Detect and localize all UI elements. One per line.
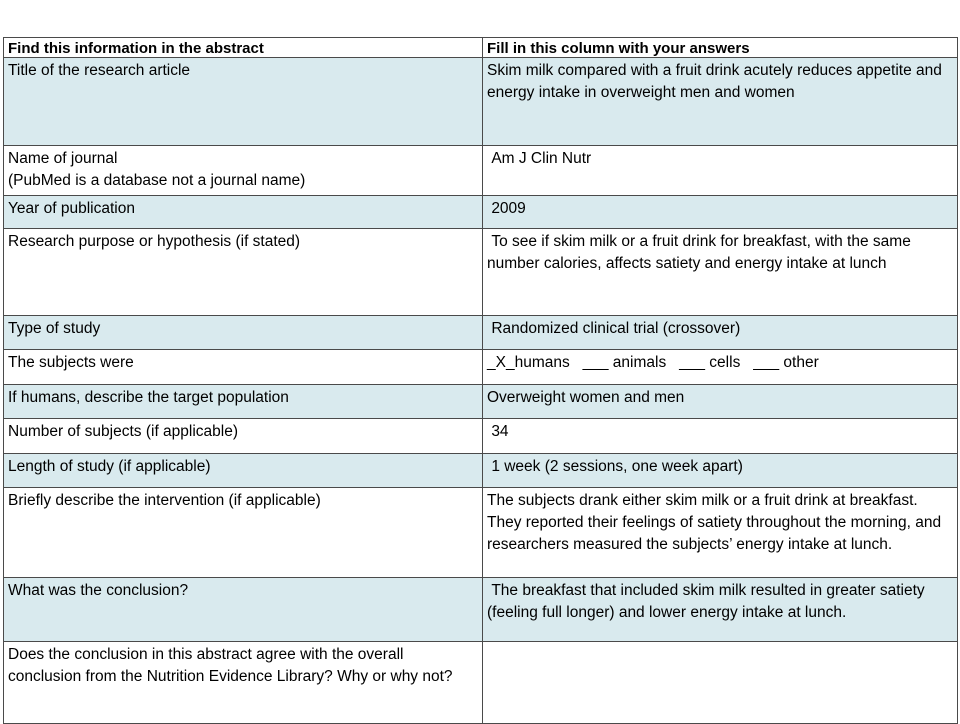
row-question: Title of the research article: [4, 58, 483, 146]
row-question: Does the conclusion in this abstract agree with the overall conclusion from the Nutrition Evidence Library? Why or why not?: [4, 642, 483, 724]
table-row-target-population: [4, 385, 958, 419]
table-row-length-of-study: [4, 454, 958, 488]
row-question: Research purpose or hypothesis (if stated): [4, 229, 483, 316]
row-answer: The subjects drank either skim milk or a fruit drink at breakfast. They reported their feelings of satiety throughout the morning, and researchers measured the subjects’ energy intake at lunch.: [483, 488, 958, 578]
row-answer: Randomized clinical trial (crossover): [483, 316, 958, 350]
table-row-number-of-subjects: [4, 419, 958, 454]
header-question-column: Find this information in the abstract: [4, 38, 483, 58]
row-question: Year of publication: [4, 196, 483, 229]
row-question: Length of study (if applicable): [4, 454, 483, 488]
row-question: Briefly describe the intervention (if applicable): [4, 488, 483, 578]
table-row-subjects: [4, 350, 958, 385]
row-question: Type of study: [4, 316, 483, 350]
row-question: The subjects were: [4, 350, 483, 385]
row-answer: 1 week (2 sessions, one week apart): [483, 454, 958, 488]
row-answer: To see if skim milk or a fruit drink for breakfast, with the same number calories, affects satiety and energy intake at lunch: [483, 229, 958, 316]
table-row-journal: [4, 146, 958, 196]
table-row-year: [4, 196, 958, 229]
row-answer: _X_humans ___ animals ___ cells ___ other: [483, 350, 958, 385]
table-row-intervention: [4, 488, 958, 578]
table-row-conclusion: [4, 578, 958, 642]
row-question: Number of subjects (if applicable): [4, 419, 483, 454]
row-answer: Skim milk compared with a fruit drink acutely reduces appetite and energy intake in overweight men and women: [483, 58, 958, 146]
row-question: If humans, describe the target population: [4, 385, 483, 419]
abstract-worksheet-table: [3, 37, 958, 724]
row-question: Name of journal (PubMed is a database not a journal name): [4, 146, 483, 196]
table-row-study-type: [4, 316, 958, 350]
header-answer-column: Fill in this column with your answers: [483, 38, 958, 58]
table-row-agreement: [4, 642, 958, 724]
table-header-row: [4, 38, 958, 58]
row-answer: 2009: [483, 196, 958, 229]
row-answer: 34: [483, 419, 958, 454]
table-row-title: [4, 58, 958, 146]
row-answer: The breakfast that included skim milk resulted in greater satiety (feeling full longer) and lower energy intake at lunch.: [483, 578, 958, 642]
table-row-purpose: [4, 229, 958, 316]
row-answer: Overweight women and men: [483, 385, 958, 419]
row-answer-blank[interactable]: [483, 642, 958, 724]
row-answer: Am J Clin Nutr: [483, 146, 958, 196]
row-question: What was the conclusion?: [4, 578, 483, 642]
